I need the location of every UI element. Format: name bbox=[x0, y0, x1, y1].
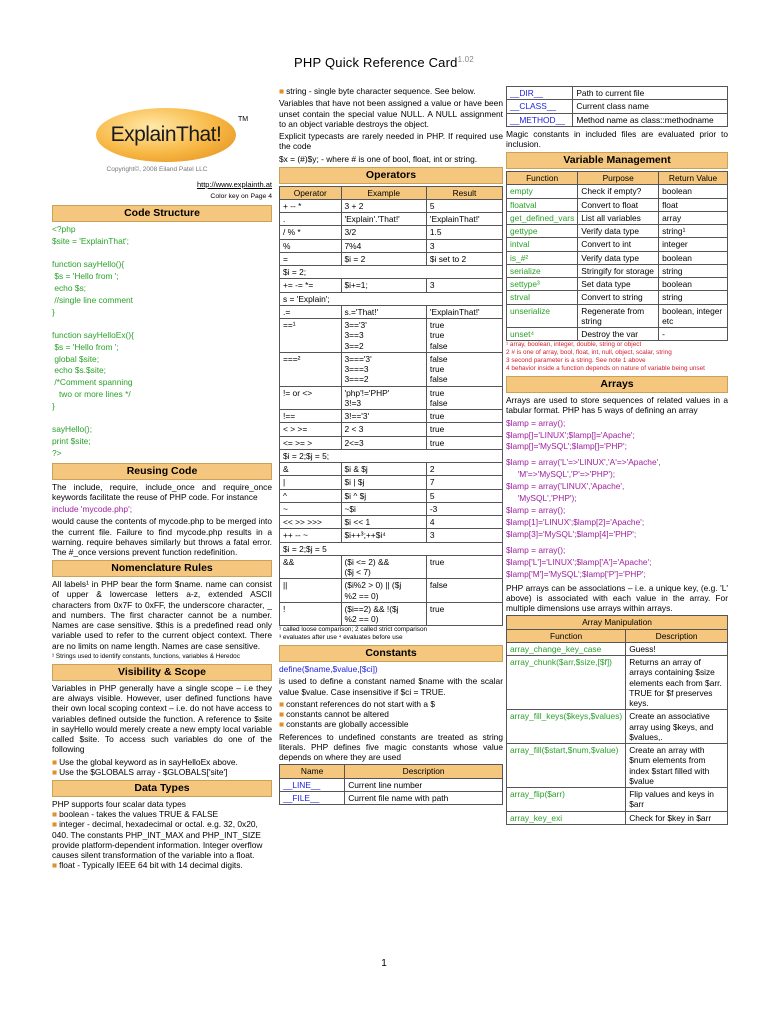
column-header: Function bbox=[507, 172, 578, 185]
table-cell: 'Explain'.'That!' bbox=[341, 213, 426, 226]
page-number: 1 bbox=[381, 958, 387, 969]
table-cell: Path to current file bbox=[573, 87, 728, 100]
column-header: Return Value bbox=[659, 172, 728, 185]
code-line: <?php bbox=[52, 224, 76, 235]
table-cell: Verify data type bbox=[578, 251, 659, 264]
table-cell: 3 bbox=[426, 279, 502, 292]
code-line: 'M'=>'MySQL','P'=>'PHP'); bbox=[506, 469, 616, 480]
table-cell: Returns an array of arrays containing $size elements each from $arr. TRUE for $f preserves keys. bbox=[626, 656, 728, 710]
table-cell: ! bbox=[280, 602, 342, 626]
table-row bbox=[280, 602, 503, 626]
table-cell: !== bbox=[280, 410, 342, 423]
array-manipulation-table bbox=[506, 615, 728, 825]
table-cell: $i & $j bbox=[341, 463, 426, 476]
code-line: echo $s; bbox=[52, 282, 86, 293]
column-header: Purpose bbox=[578, 172, 659, 185]
table-cell: 1.5 bbox=[426, 226, 502, 239]
column-2 bbox=[279, 86, 503, 966]
code-line: $lamp = array(); bbox=[506, 544, 566, 555]
column-header: Name bbox=[280, 765, 345, 778]
table-cell: 'ExplainThat!' bbox=[426, 305, 502, 318]
null-text: Variables that have not been assigned a value or have been unset contain the special value NULL. A NULL assignment to an object variable destroys the object. bbox=[279, 98, 503, 129]
table-row bbox=[280, 778, 503, 791]
nomenclature-text: All labels¹ in PHP bear the form $name. name can consist of upper & lowercase letters a-z, extended ASCII characters from 0x7F to 0xFF, the underscore character, _ and numbers. The first character cannot be a number. Names are case sensitive. $this is a predefined read only variable used to refer to the current object context. There are no limits on name length. Names are case sensitive. bbox=[52, 579, 272, 651]
table-cell: 3 bbox=[426, 239, 502, 252]
code-line: ?> bbox=[52, 447, 62, 458]
table-cell: Stringify for storage bbox=[578, 264, 659, 277]
table-cell: __CLASS__ bbox=[507, 100, 573, 113]
table-cell: ++ -- ~ bbox=[280, 529, 342, 542]
table-row bbox=[507, 198, 728, 211]
column-header: Example bbox=[341, 186, 426, 199]
array-manipulation-header: Array Manipulation bbox=[507, 616, 728, 629]
code-structure-block bbox=[52, 224, 272, 460]
table-row bbox=[507, 788, 728, 812]
table-row bbox=[280, 239, 503, 252]
table-cell: 4 bbox=[426, 516, 502, 529]
code-line: $s = 'Hello from '; bbox=[52, 270, 119, 281]
table-cell: Current line number bbox=[345, 778, 503, 791]
table-row bbox=[280, 292, 503, 305]
table-header-row bbox=[280, 186, 503, 199]
section-header-data-types: Data Types bbox=[52, 780, 272, 797]
table-cell: ~$i bbox=[341, 502, 426, 515]
table-row bbox=[280, 555, 503, 579]
code-line: echo $s.$site; bbox=[52, 365, 107, 376]
table-cell: 3!=='3' bbox=[341, 410, 426, 423]
table-cell: strval bbox=[507, 291, 578, 304]
table-cell: __LINE__ bbox=[280, 778, 345, 791]
table-cell: 3 bbox=[426, 529, 502, 542]
operators-note-2: ³ evaluates after use ⁴ evaluates before use bbox=[279, 634, 403, 642]
table-cell: 3/2 bbox=[341, 226, 426, 239]
table-cell: $i set to 2 bbox=[426, 252, 502, 265]
table-cell: 'ExplainThat!' bbox=[426, 213, 502, 226]
table-cell: string bbox=[659, 291, 728, 304]
constants-magic-text: References to undefined constants are treated as string literals. PHP defines five magic constants whose value depends on where they are used bbox=[279, 731, 503, 763]
table-row bbox=[507, 744, 728, 788]
column-header: Description bbox=[626, 629, 728, 642]
table-cell: || bbox=[280, 579, 342, 603]
table-row bbox=[507, 811, 728, 824]
table-cell: __DIR__ bbox=[507, 87, 573, 100]
table-cell: false bbox=[426, 579, 502, 603]
copyright: Copyright©, 2008 Eiland Patel LLC bbox=[106, 166, 208, 173]
table-row bbox=[280, 352, 503, 386]
table-row bbox=[507, 100, 728, 113]
table-cell: Verify data type bbox=[578, 225, 659, 238]
table-cell: string bbox=[659, 264, 728, 277]
variable-management-notes bbox=[506, 341, 728, 373]
code-line: $lamp[]='MySQL';$lamp[]='PHP'; bbox=[506, 441, 627, 452]
table-cell: Convert to float bbox=[578, 198, 659, 211]
table-cell: array bbox=[659, 211, 728, 224]
footnote: ¹ array, boolean, integer, double, string or object bbox=[506, 341, 642, 349]
code-line: function sayHelloEx(){ bbox=[52, 329, 134, 340]
table-cell: 7%4 bbox=[341, 239, 426, 252]
table-cell: s = 'Explain'; bbox=[280, 292, 503, 305]
code-line: $site = 'ExplainThat'; bbox=[52, 236, 129, 247]
table-cell: ==¹ bbox=[280, 319, 342, 353]
table-cell: - bbox=[659, 328, 728, 341]
color-key-note: Color key on Page 4 bbox=[210, 193, 272, 201]
table-cell: -3 bbox=[426, 502, 502, 515]
code-line bbox=[52, 248, 272, 259]
table-cell: s.='That!' bbox=[341, 305, 426, 318]
column-header: Operator bbox=[280, 186, 342, 199]
section-header-operators: Operators bbox=[279, 167, 503, 184]
code-line: $lamp = array(); bbox=[506, 505, 566, 516]
code-line: $lamp['M']='MySQL';$lamp['P']='PHP'; bbox=[506, 568, 646, 579]
page-title: PHP Quick Reference Card$^{1.02}$ bbox=[294, 55, 474, 70]
table-cell: / % * bbox=[280, 226, 342, 239]
table-cell: array_change_key_case bbox=[507, 642, 626, 655]
logo-text: ExplainThat! bbox=[110, 123, 222, 147]
string-bullet: ■ string - single byte character sequence. See below. bbox=[279, 86, 476, 96]
table-cell: empty bbox=[507, 185, 578, 198]
table-header-row bbox=[507, 629, 728, 642]
table-cell: true true false bbox=[426, 319, 502, 353]
table-cell: ($i <= 2) && ($j < 7) bbox=[341, 555, 426, 579]
code-line: two or more lines */ bbox=[52, 389, 131, 400]
table-cell: boolean bbox=[659, 185, 728, 198]
table-cell: $i = 2; bbox=[280, 266, 503, 279]
typecast-code: $x = (#)$y; - where # is one of bool, float, int or string. bbox=[279, 153, 478, 164]
code-line bbox=[52, 413, 272, 424]
code-line: $lamp[]='LINUX';$lamp[]='Apache'; bbox=[506, 429, 635, 440]
table-cell: << >> >>> bbox=[280, 516, 342, 529]
table-cell: Flip values and keys in $arr bbox=[626, 788, 728, 812]
table-cell: Regenerate from string bbox=[578, 304, 659, 328]
table-cell: $i = 2;$j = 5; bbox=[280, 449, 503, 462]
table-cell: != or <> bbox=[280, 386, 342, 410]
constants-bullet-2: ■ constants cannot be altered bbox=[279, 709, 389, 720]
table-row bbox=[280, 252, 503, 265]
table-cell: unset⁴ bbox=[507, 328, 578, 341]
data-types-bullet-2: ■ integer - decimal, hexadecimal or octal. e.g. 32, 0x20, 040. The constants PHP_INT_MAX and PHP_INT_SIZE provide platform-dependent information. Integer overflow causes silent transformation of the variable into a float. bbox=[52, 819, 263, 861]
table-cell: && bbox=[280, 555, 342, 579]
table-header-row bbox=[507, 172, 728, 185]
define-code: define($name,$value,[$ci]) bbox=[279, 664, 378, 675]
section-header-code-structure: Code Structure bbox=[52, 205, 272, 222]
table-cell: 2 < 3 bbox=[341, 423, 426, 436]
constants-bullet-1: ■ constant references do not start with a $ bbox=[279, 698, 436, 709]
magic-constants-table bbox=[279, 764, 503, 805]
footnote: 3 second parameter is a string. See note 1 above bbox=[506, 357, 646, 365]
visibility-text: Variables in PHP generally have a single scope – i.e they are always visible. However, user defined functions have their own local scoping context – i.e. do not have access to variables defined outside the function. A reference to $site in sayHello would merely create a new empty local variable called $site. To access such variables do one of the following bbox=[52, 682, 272, 755]
section-header-reusing-code: Reusing Code bbox=[52, 463, 272, 480]
table-cell: array_chunk($arr,$size,[$f]) bbox=[507, 656, 626, 710]
bullet-icon: ■ bbox=[52, 819, 58, 830]
section-header-arrays: Arrays bbox=[506, 376, 728, 393]
table-row bbox=[507, 291, 728, 304]
table-cell: ($i%2 > 0) || ($j %2 == 0) bbox=[341, 579, 426, 603]
section-header-variable-management: Variable Management bbox=[506, 152, 728, 169]
table-row bbox=[507, 238, 728, 251]
table-row bbox=[507, 304, 728, 328]
version-label: 1.02 bbox=[457, 55, 474, 64]
arrays-code-3 bbox=[506, 545, 728, 581]
table-cell: 2 bbox=[426, 463, 502, 476]
code-line: $lamp = array(); bbox=[506, 417, 566, 428]
table-cell: ^ bbox=[280, 489, 342, 502]
bullet-icon: ■ bbox=[52, 860, 58, 871]
bullet-icon: ■ bbox=[279, 719, 285, 730]
code-line: global $site; bbox=[52, 353, 100, 364]
table-cell: $i ^ $j bbox=[341, 489, 426, 502]
code-line: $s = 'Hello from '; bbox=[52, 341, 119, 352]
table-cell: ~ bbox=[280, 502, 342, 515]
table-row bbox=[280, 386, 503, 410]
table-cell: Create an associative array using $keys, and $values,. bbox=[626, 710, 728, 744]
column-header: Function bbox=[507, 629, 626, 642]
bullet-icon: ■ bbox=[279, 698, 285, 709]
column-1 bbox=[52, 86, 272, 966]
logo bbox=[52, 86, 272, 172]
table-cell: + -- * bbox=[280, 199, 342, 212]
table-row bbox=[507, 710, 728, 744]
table-cell: = bbox=[280, 252, 342, 265]
table-cell: array_fill_keys($keys,$values) bbox=[507, 710, 626, 744]
column-3 bbox=[506, 86, 728, 966]
reusing-code-intro: The include, require, include_once and require_once keywords facilitate the reuse of PHP code. For instance bbox=[52, 481, 272, 502]
table-cell: integer bbox=[659, 238, 728, 251]
table-cell: .= bbox=[280, 305, 342, 318]
table-cell: $i << 1 bbox=[341, 516, 426, 529]
code-line: $lamp = array('L'=>'LINUX','A'=>'Apache', bbox=[506, 457, 661, 468]
table-cell: intval bbox=[507, 238, 578, 251]
table-cell: true bbox=[426, 436, 502, 449]
table-row bbox=[280, 436, 503, 449]
table-row bbox=[280, 489, 503, 502]
variable-management-table bbox=[506, 171, 728, 341]
table-cell: Set data type bbox=[578, 278, 659, 291]
table-cell: array_flip($arr) bbox=[507, 788, 626, 812]
table-cell: Check for $key in $arr bbox=[626, 811, 728, 824]
arrays-code-1 bbox=[506, 418, 728, 454]
column-header: Result bbox=[426, 186, 502, 199]
arrays-intro: Arrays are used to store sequences of related values in a tabular format. PHP has 5 ways of defining an array bbox=[506, 395, 728, 416]
data-types-bullet-1: ■ boolean - takes the values TRUE & FALSE bbox=[52, 809, 219, 820]
table-cell: boolean bbox=[659, 251, 728, 264]
table-cell: Convert to int bbox=[578, 238, 659, 251]
footnote: 4 behavior inside a function depends on nature of variable being unset bbox=[506, 365, 705, 373]
table-cell: boolean, integer etc bbox=[659, 304, 728, 328]
table-row bbox=[280, 542, 503, 555]
table-cell: array_fill($start,$num,$value) bbox=[507, 744, 626, 788]
operators-note-1: ¹ called loose comparison; 2 called strict comparison bbox=[279, 626, 428, 634]
table-cell: Convert to string bbox=[578, 291, 659, 304]
data-types-bullet-3: ■ float - Typically IEEE 64 bit with 14 decimal digits. bbox=[52, 860, 243, 871]
table-cell: true bbox=[426, 410, 502, 423]
table-row bbox=[507, 113, 728, 126]
nomenclature-note: ¹ Strings used to identify constants, functions, variables & Heredoc bbox=[52, 652, 240, 660]
table-cell: 3==='3' 3===3 3===2 bbox=[341, 352, 426, 386]
bullet-icon: ■ bbox=[279, 86, 285, 96]
constants-text: is used to define a constant named $name with the scalar value $value. Case insensitive if $ci = TRUE. bbox=[279, 676, 503, 697]
bullet-icon: ■ bbox=[279, 709, 285, 720]
reusing-code-example: include 'mycode.php'; bbox=[52, 504, 133, 515]
table-cell: serialize bbox=[507, 264, 578, 277]
code-line: } bbox=[52, 401, 55, 412]
table-cell: $i | $j bbox=[341, 476, 426, 489]
table-cell: get_defined_vars bbox=[507, 211, 578, 224]
table-cell: += -= *= bbox=[280, 279, 342, 292]
arrays-association-text: PHP arrays can be associations – i.e. a unique key, (e.g. 'L' above) is associated with each value in the array. For multiple dimensions use arrays within arrays. bbox=[506, 582, 728, 614]
table-row bbox=[507, 264, 728, 277]
constants-bullet-3: ■ constants are globally accessible bbox=[279, 719, 409, 730]
site-link[interactable]: http://www.explainth.at bbox=[196, 180, 272, 189]
code-line: $lamp = array('LINUX','Apache', bbox=[506, 481, 625, 492]
code-line: function sayHello(){ bbox=[52, 259, 125, 270]
table-row bbox=[280, 199, 503, 212]
visibility-bullet-1: ■ Use the global keyword as in sayHelloEx above. bbox=[52, 756, 238, 767]
table-cell: 3=='3' 3==3 3==2 bbox=[341, 319, 426, 353]
table-cell: array_key_exi bbox=[507, 811, 626, 824]
table-cell: <= >= > bbox=[280, 436, 342, 449]
table-cell: < > >= bbox=[280, 423, 342, 436]
table-row bbox=[280, 579, 503, 603]
table-row bbox=[280, 449, 503, 462]
table-cell: true bbox=[426, 555, 502, 579]
code-line: /*Comment spanning bbox=[52, 377, 133, 388]
table-cell: settype³ bbox=[507, 278, 578, 291]
table-row bbox=[507, 278, 728, 291]
table-row bbox=[507, 328, 728, 341]
magic-note: Magic constants in included files are evaluated prior to inclusion. bbox=[506, 128, 728, 149]
table-cell: ===² bbox=[280, 352, 342, 386]
code-line: $lamp[1]='LINUX';$lamp[2]='Apache'; bbox=[506, 516, 645, 527]
table-cell: 'php'!='PHP' 3!=3 bbox=[341, 386, 426, 410]
table-cell: $i = 2;$j = 5 bbox=[280, 542, 503, 555]
table-cell: Guess! bbox=[626, 642, 728, 655]
table-cell: boolean bbox=[659, 278, 728, 291]
footnote: 2 # is one of array, bool, float, int, null, object, scalar, string bbox=[506, 349, 672, 357]
table-cell: is_#² bbox=[507, 251, 578, 264]
table-row bbox=[280, 305, 503, 318]
section-header-constants: Constants bbox=[279, 645, 503, 662]
table-row bbox=[507, 251, 728, 264]
data-types-intro: PHP supports four scalar data types bbox=[52, 798, 186, 809]
visibility-bullet-2: ■ Use the $GLOBALS array - $GLOBALS['site'] bbox=[52, 766, 228, 777]
table-row bbox=[280, 476, 503, 489]
table-cell: . bbox=[280, 213, 342, 226]
table-cell: false true false bbox=[426, 352, 502, 386]
table-row bbox=[280, 502, 503, 515]
code-line: //single line comment bbox=[52, 294, 133, 305]
table-cell: string¹ bbox=[659, 225, 728, 238]
table-cell: true false bbox=[426, 386, 502, 410]
table-cell: unserialize bbox=[507, 304, 578, 328]
code-line: } bbox=[52, 306, 55, 317]
table-row bbox=[280, 423, 503, 436]
table-cell: List all variables bbox=[578, 211, 659, 224]
table-row bbox=[507, 211, 728, 224]
operators-table bbox=[279, 186, 503, 627]
table-cell: true bbox=[426, 423, 502, 436]
table-cell: $i = 2 bbox=[341, 252, 426, 265]
arrays-code-2 bbox=[506, 457, 728, 540]
table-cell: 5 bbox=[426, 199, 502, 212]
table-row bbox=[280, 463, 503, 476]
table-cell: float bbox=[659, 198, 728, 211]
code-line bbox=[52, 319, 272, 330]
table-cell: Current file name with path bbox=[345, 791, 503, 804]
typecast-text: Explicit typecasts are rarely needed in PHP. If required use the code bbox=[279, 131, 503, 152]
table-row bbox=[507, 225, 728, 238]
code-line: print $site; bbox=[52, 436, 91, 447]
logo-badge bbox=[96, 108, 236, 162]
code-line: $lamp[3]='MySQL';$lamp[4]='PHP'; bbox=[506, 528, 637, 539]
table-cell: 2<=3 bbox=[341, 436, 426, 449]
table-cell: __METHOD__ bbox=[507, 113, 573, 126]
table-cell: ($i==2) && !($j %2 == 0) bbox=[341, 602, 426, 626]
table-cell: 7 bbox=[426, 476, 502, 489]
table-row bbox=[280, 529, 503, 542]
reusing-code-explanation: would cause the contents of mycode.php to be merged into the current file. Failure to find mycode.php results in a warning. require behaves similarly but throws a fatal error. The #_once versions prevent function redefinition. bbox=[52, 516, 272, 558]
section-header-nomenclature: Nomenclature Rules bbox=[52, 560, 272, 577]
table-cell: floatval bbox=[507, 198, 578, 211]
table-cell: gettype bbox=[507, 225, 578, 238]
table-row bbox=[280, 319, 503, 353]
section-header-visibility: Visibility & Scope bbox=[52, 664, 272, 681]
table-cell: Method name as class::methodname bbox=[573, 113, 728, 126]
table-cell: true bbox=[426, 602, 502, 626]
table-cell: % bbox=[280, 239, 342, 252]
code-line: 'MySQL','PHP'); bbox=[506, 493, 577, 504]
table-row bbox=[280, 226, 503, 239]
column-header: Description bbox=[345, 765, 503, 778]
code-line: sayHello(); bbox=[52, 424, 93, 435]
table-cell: 3 + 2 bbox=[341, 199, 426, 212]
table-row bbox=[507, 656, 728, 710]
table-cell: Destroy the var bbox=[578, 328, 659, 341]
table-row bbox=[280, 279, 503, 292]
bullet-icon: ■ bbox=[52, 809, 58, 820]
table-cell: $i++³;++$i⁴ bbox=[341, 529, 426, 542]
table-cell: & bbox=[280, 463, 342, 476]
table-cell: Check if empty? bbox=[578, 185, 659, 198]
table-cell: $i+=1; bbox=[341, 279, 426, 292]
table-row bbox=[280, 410, 503, 423]
bullet-icon: ■ bbox=[52, 756, 58, 767]
table-header-row bbox=[280, 765, 503, 778]
table-row bbox=[507, 87, 728, 100]
magic-constants-table-cont bbox=[506, 86, 728, 127]
logo-tm: TM bbox=[238, 116, 249, 123]
table-cell: Create an array with $num elements from index $start filled with $value bbox=[626, 744, 728, 788]
table-cell: | bbox=[280, 476, 342, 489]
table-row bbox=[280, 516, 503, 529]
table-cell: 5 bbox=[426, 489, 502, 502]
bullet-icon: ■ bbox=[52, 766, 58, 777]
table-row bbox=[507, 642, 728, 655]
table-row bbox=[507, 185, 728, 198]
table-cell: __FILE__ bbox=[280, 791, 345, 804]
table-cell: Current class name bbox=[573, 100, 728, 113]
table-row bbox=[280, 791, 503, 804]
code-line: $lamp['L']='LINUX';$lamp['A']='Apache'; bbox=[506, 556, 652, 567]
table-row bbox=[280, 213, 503, 226]
table-row bbox=[280, 266, 503, 279]
